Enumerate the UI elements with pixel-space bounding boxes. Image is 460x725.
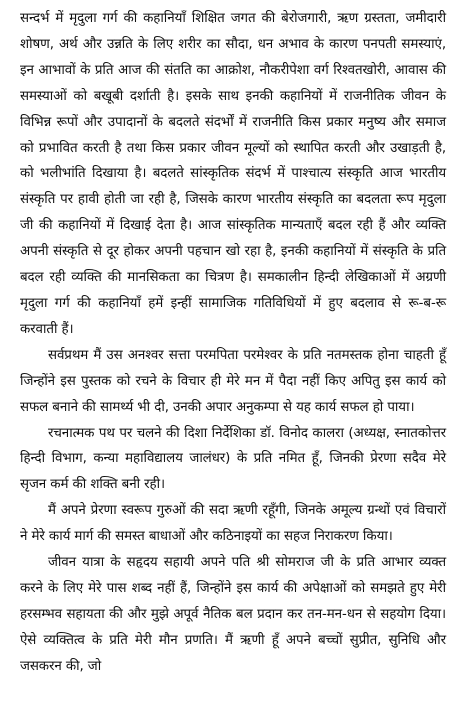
paragraph-gratitude-family: जीवन यात्रा के सहृदय सहायी अपने पति श्री सोमराज जी के प्रति आभार व्यक्त करने के लिए मेरे पास शब्द नहीं हैं, जिन्होंने इस कार्य की अपेक्षाओं को समझते हुए मेरी हरसम्भव सहायता की और मुझे अपूर्व नैतिक बल प्रदान कर तन-मन-धन से सहयोग दिया। ऐसे व्यक्तित्व के प्रति मेरी मौन प्रणति। मैं ऋणी हूँ अपने बच्चों सुप्रीत, सुनिधि और जसकरन की, जो — [20, 555, 446, 674]
paragraph-gratitude-guide: रचनात्मक पथ पर चलने की दिशा निर्देशिका डॉ. विनोद कालरा (अध्यक्ष, स्नातकोत्तर हिन्दी विभाग, कन्या महाविद्यालय जालंधर) के प्रति नमित हूँ, जिनकी प्रेरणा सदैव मेरे सृजन कर्म की शक्ति बनी रही। — [20, 425, 446, 493]
paragraph-gratitude-teachers: मैं अपने प्रेरणा स्वरूप गुरुओं की सदा ऋणी रहूँगी, जिनके अमूल्य ग्रन्थों एवं विचारों ने मेरे कार्य मार्ग की समस्त बाधाओं और कठिनाइयों का सहज निराकरण किया। — [20, 503, 446, 545]
paragraph-body-1: सन्दर्भ में मृदुला गर्ग की कहानियाँ शिक्षित जगत की बेरोजगारी, ऋण ग्रस्तता, जमीदारी शोषण, अर्थ और उन्नति के लिए शरीर का सौदा, धन अभाव के कारण पनपती समस्याएं, इन आभावों के प्रति आज की संतति का आक्रोश, नौकरीपेशा वर्ग रिश्वतखोरी, आवास की समस्याओं को बखूबी दर्शाती है। इसके साथ इनकी कहानियों में राजनीतिक जीवन के विभिन्न रूपों और उपादानों के बदलते संदर्भों में राजनीति किस प्रकार मनुष्य और समाज को प्रभावित करती है तथा किस प्रकार जीवन मूल्यों को स्थापित करती और उखाड़ती है, को भलीभांति दिखाया है। बदलते सांस्कृतिक संदर्भ में पाश्चात्य संस्कृति आज भारतीय संस्कृति पर हावी होती जा रही है, जिसके कारण भारतीय संस्कृति का बदलता रूप मृदुला जी की कहानियों में दिखाई देता है। आज सांस्कृतिक मान्यताएँ बदल रही हैं और व्यक्ति अपनी संस्कृति से दूर होकर अपनी पहचान खो रहा है, इनकी कहानियों में संस्कृति के प्रति बदल रही व्यक्ति की मानसिकता का चित्रण है। समकालीन हिन्दी लेखिकाओं में अग्रणी मृदुला गर्ग की कहानियाँ हमें इन्हीं सामाजिक गतिविधियों में हुए बदलाव से रू-ब-रू करवाती हैं। — [20, 11, 446, 337]
paragraph-gratitude-god: सर्वप्रथम मैं उस अनश्वर सत्ता परमपिता परमेश्वर के प्रति नतमस्तक होना चाहती हूँ जिन्होंने इस पुस्तक को रचने के विचार ही मेरे मन में पैदा नहीं किए अपितु इस कार्य को सफल बनाने की सामर्थ्य भी दी, उनकी अपार अनुकम्पा से यह कार्य सफल हो पाया। — [20, 347, 446, 415]
